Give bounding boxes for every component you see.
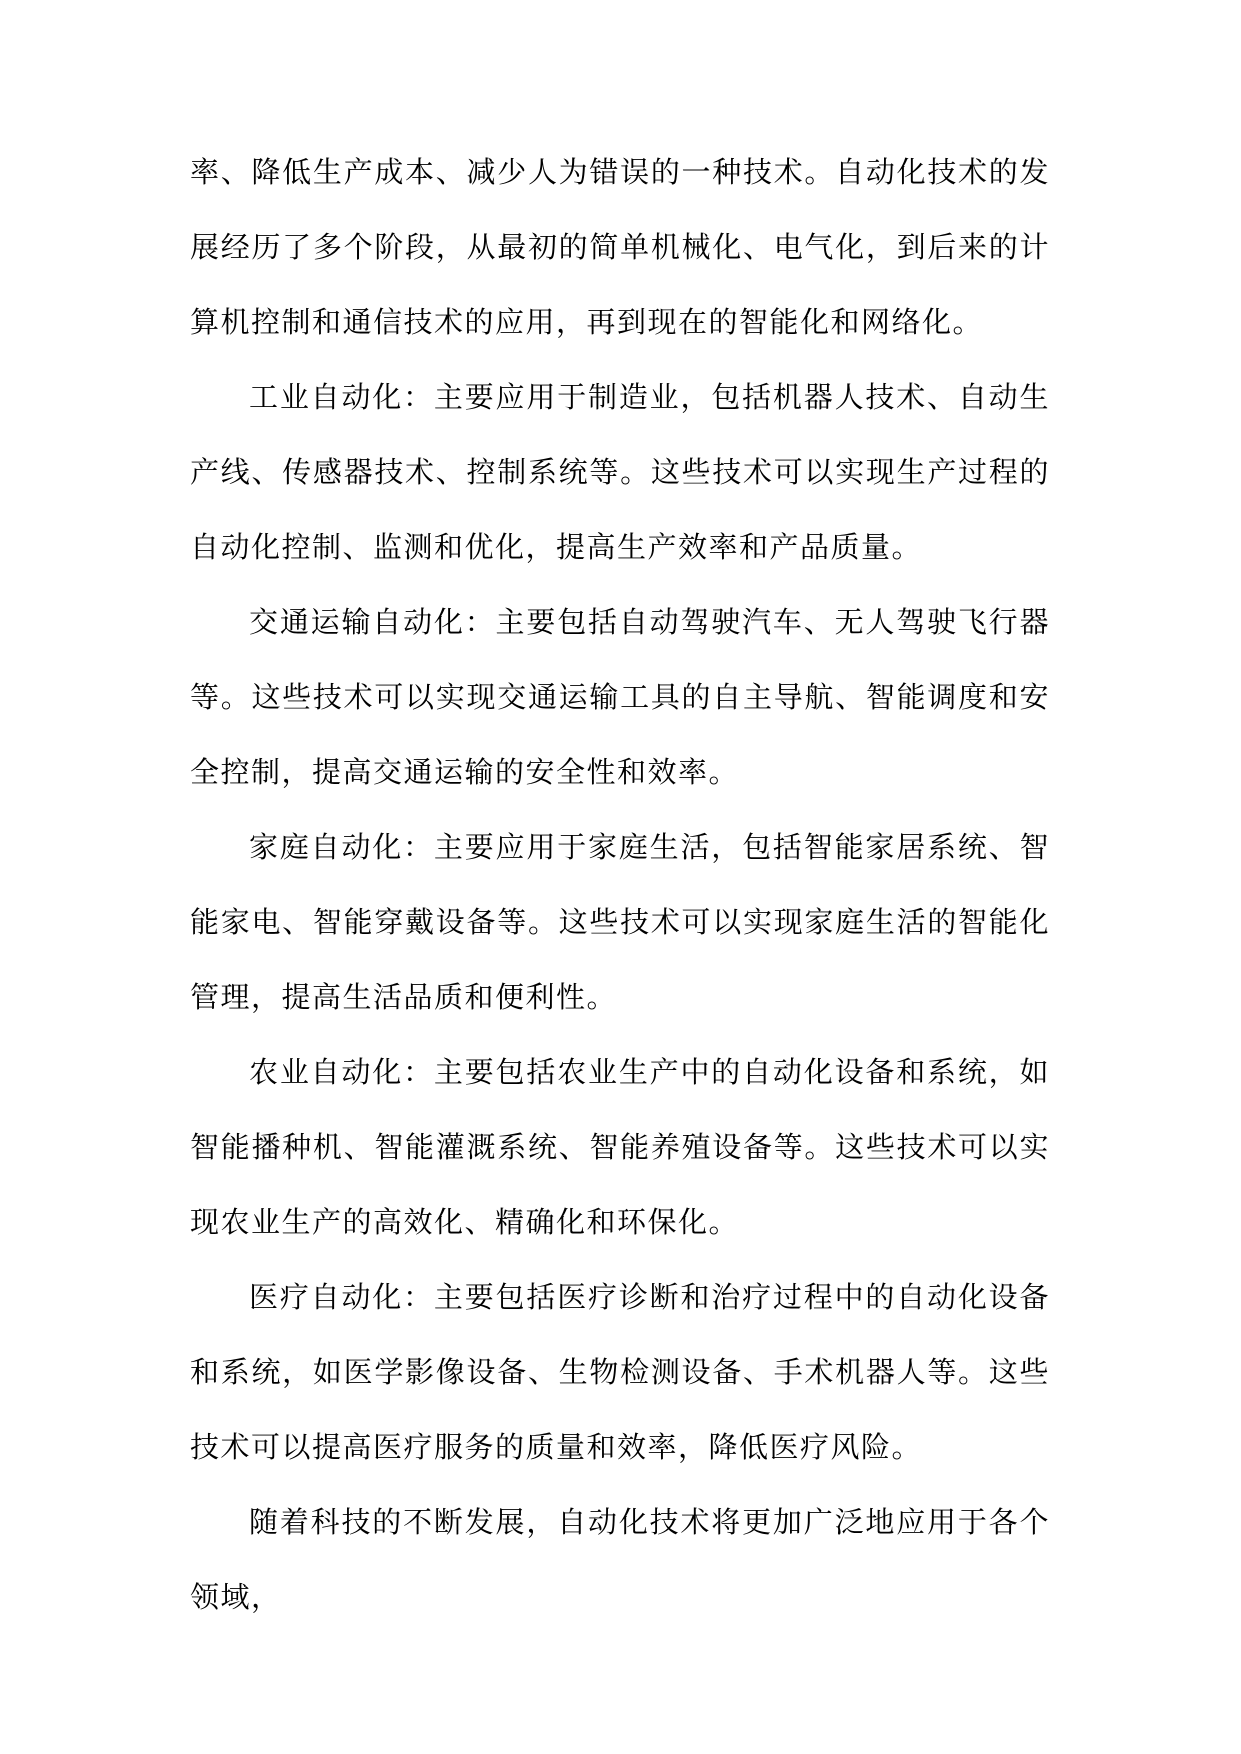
paragraph-industrial-automation: 工业自动化：主要应用于制造业，包括机器人技术、自动生产线、传感器技术、控制系统等。这些技术可以实现生产过程的自动化控制、监测和优化，提高生产效率和产品质量。 (190, 380, 1050, 564)
paragraph-agriculture-automation: 农业自动化：主要包括农业生产中的自动化设备和系统，如智能播种机、智能灌溉系统、智能养殖设备等。这些技术可以实现农业生产的高效化、精确化和环保化。 (190, 1055, 1050, 1239)
paragraph-medical-automation: 医疗自动化：主要包括医疗诊断和治疗过程中的自动化设备和系统，如医学影像设备、生物检测设备、手术机器人等。这些技术可以提高医疗服务的质量和效率，降低医疗风险。 (190, 1280, 1050, 1464)
document-body (190, 135, 1050, 1635)
paragraph-home-automation: 家庭自动化：主要应用于家庭生活，包括智能家居系统、智能家电、智能穿戴设备等。这些技术可以实现家庭生活的智能化管理，提高生活品质和便利性。 (190, 830, 1050, 1014)
paragraph-intro-continued: 率、降低生产成本、减少人为错误的一种技术。自动化技术的发展经历了多个阶段，从最初的简单机械化、电气化，到后来的计算机控制和通信技术的应用，再到现在的智能化和网络化。 (190, 155, 1050, 339)
paragraph-transport-automation: 交通运输自动化：主要包括自动驾驶汽车、无人驾驶飞行器等。这些技术可以实现交通运输工具的自主导航、智能调度和安全控制，提高交通运输的安全性和效率。 (190, 605, 1050, 789)
paragraph-future-outlook: 随着科技的不断发展，自动化技术将更加广泛地应用于各个领域， (190, 1505, 1050, 1614)
